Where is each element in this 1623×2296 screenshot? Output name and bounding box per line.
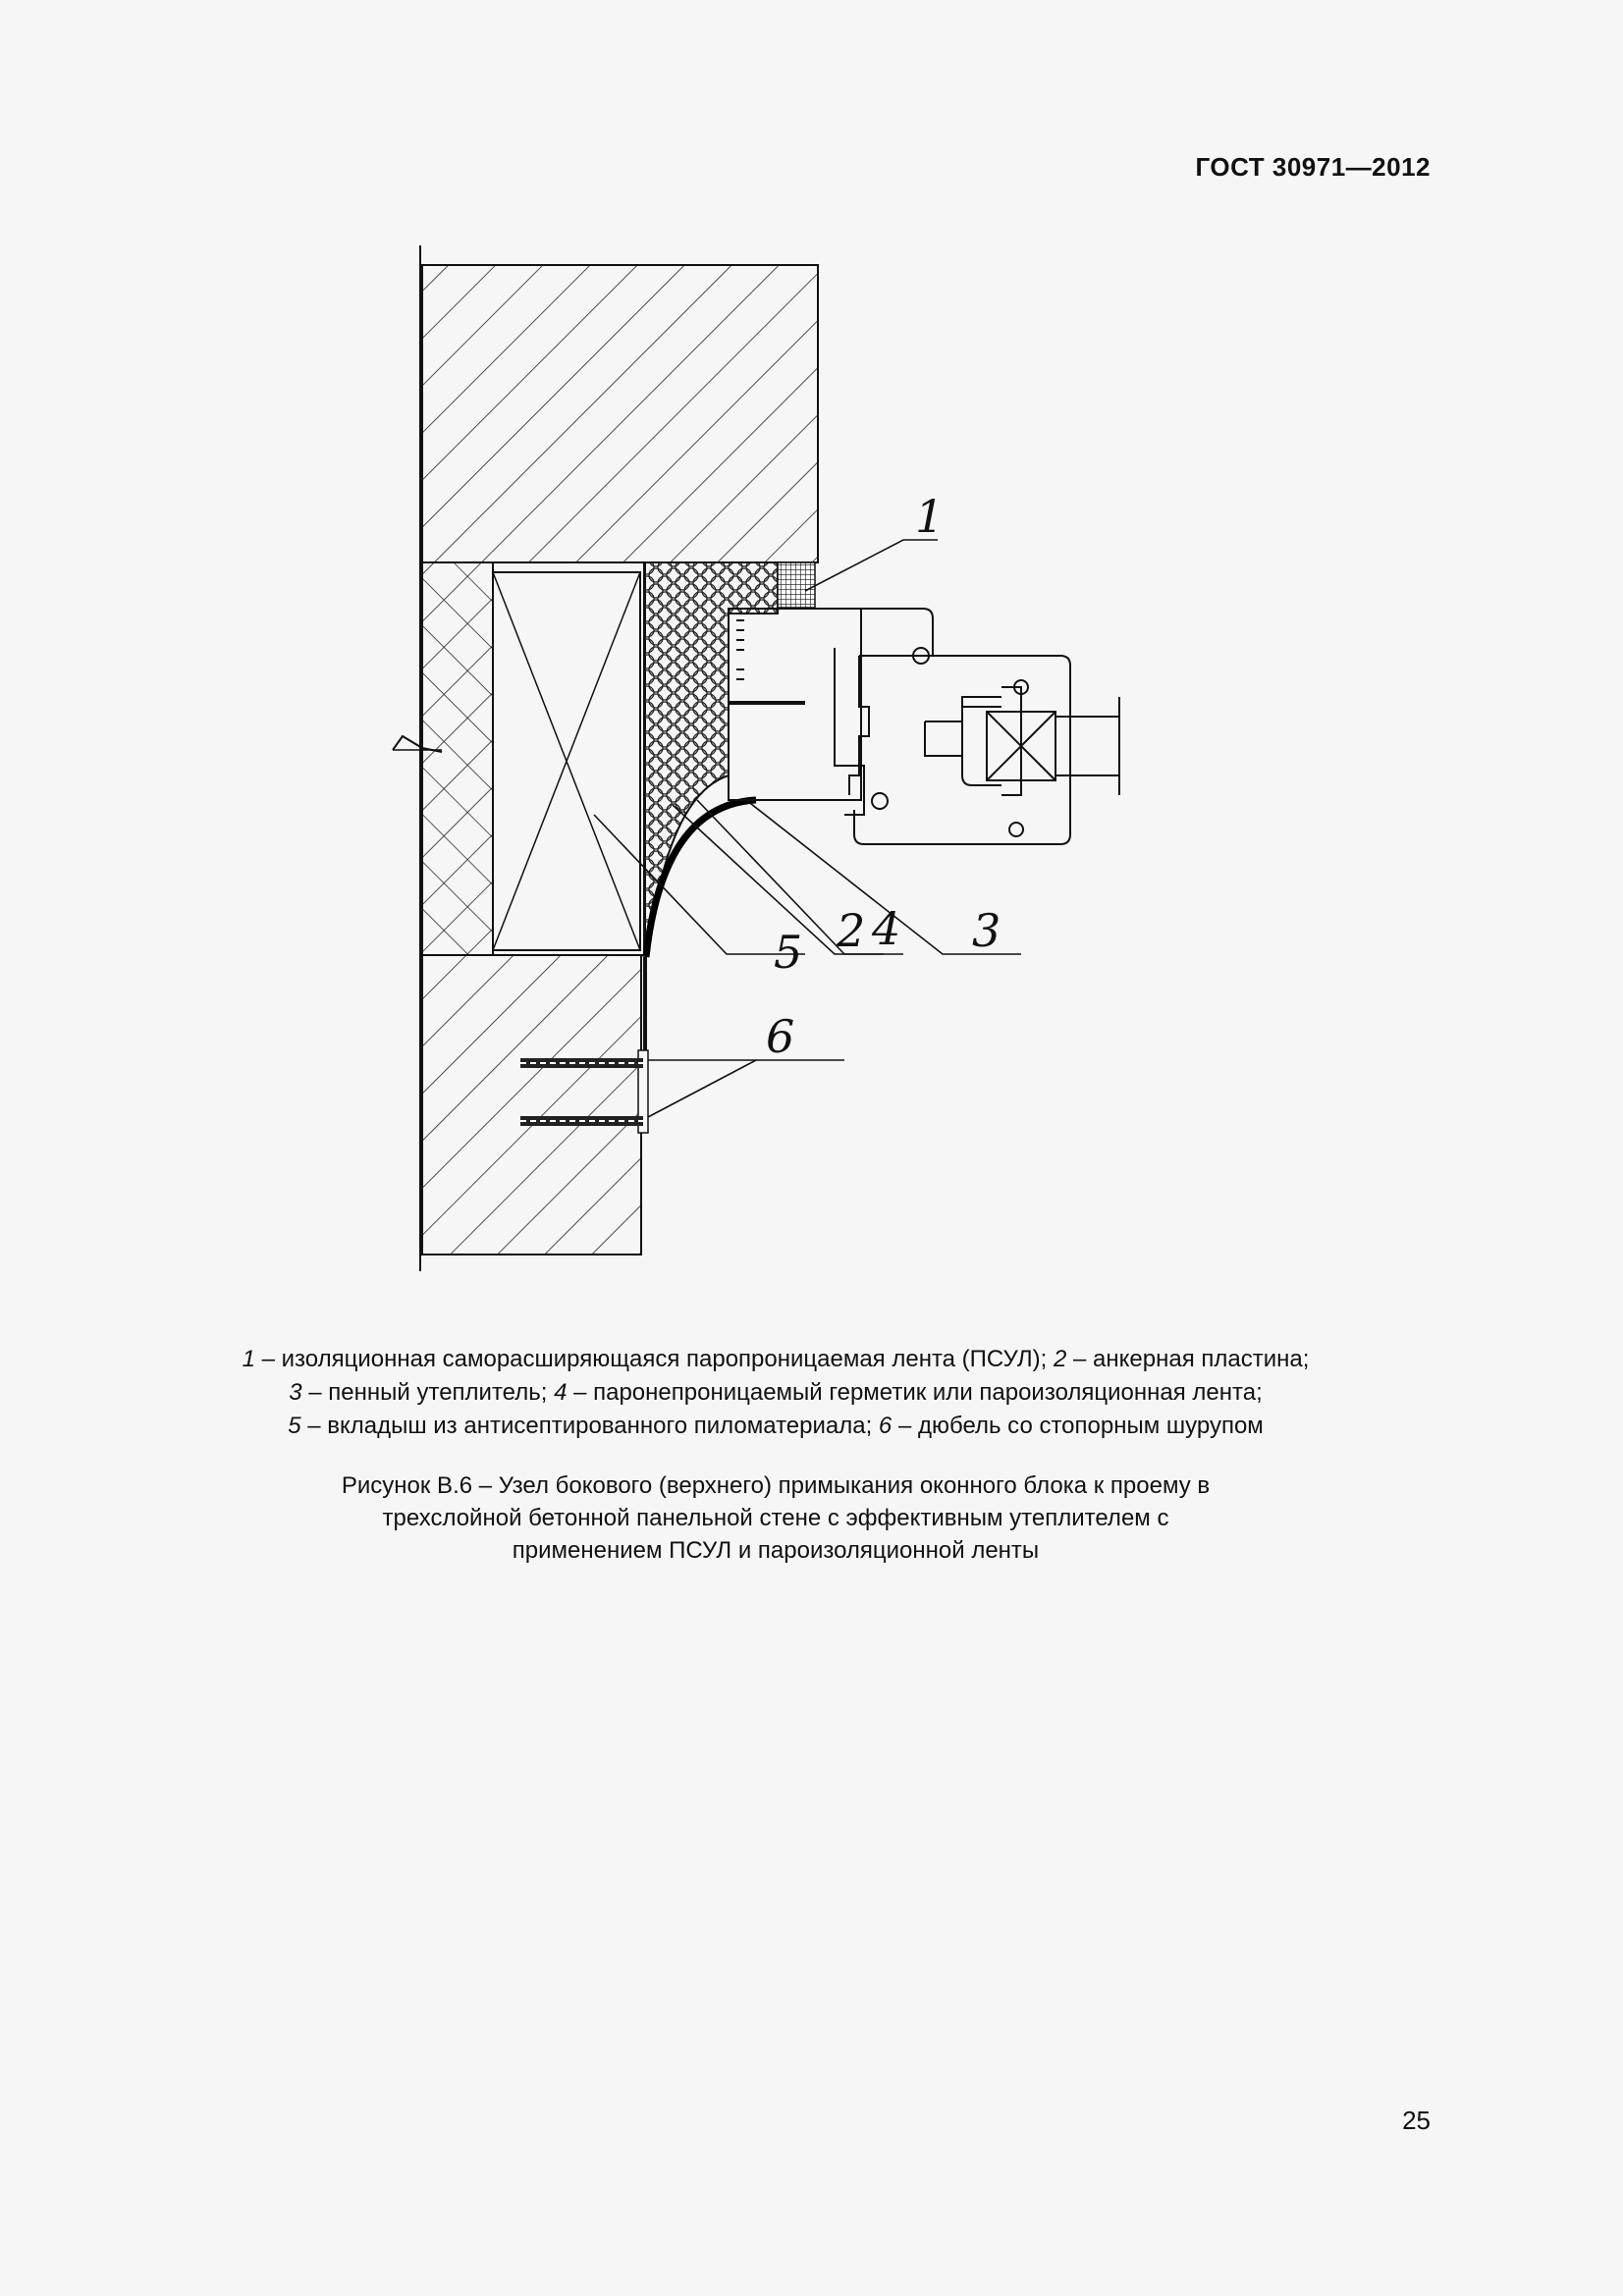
- legend-text: – пенный утеплитель;: [301, 1379, 555, 1406]
- window-frame: [729, 609, 1119, 844]
- callout-1: 1: [915, 490, 945, 543]
- psul-tape: [778, 562, 815, 608]
- legend-text: – вкладыш из антисептированного пиломатериала;: [300, 1413, 879, 1439]
- caption-line: применением ПСУЛ и пароизоляционной ленты: [512, 1537, 1040, 1564]
- legend-num: 3: [289, 1379, 302, 1406]
- callout-5: 5: [774, 926, 803, 979]
- legend-num: 4: [554, 1379, 568, 1406]
- legend-num: 6: [878, 1413, 893, 1439]
- document-header: ГОСТ 30971—2012: [1195, 152, 1431, 182]
- legend-text: – паронепроницаемый герметик или пароизоляционная лента;: [567, 1379, 1263, 1406]
- legend-num: 2: [1054, 1346, 1067, 1372]
- figure-legend: [98, 1343, 1453, 1443]
- technical-drawing: [373, 245, 1149, 1286]
- legend-line: [98, 1410, 1453, 1443]
- legend-text: – дюбель со стопорным шурупом: [892, 1413, 1264, 1439]
- page-number: 25: [1402, 2106, 1431, 2135]
- caption-line: Рисунок В.6 – Узел бокового (верхнего) примыкания оконного блока к проему в: [341, 1472, 1211, 1499]
- callout-2: 2: [837, 904, 866, 957]
- legend-line: [98, 1376, 1453, 1410]
- callout-6: 6: [766, 1010, 795, 1063]
- callout-4: 4: [872, 902, 901, 955]
- figure-caption: [147, 1469, 1404, 1567]
- lower-concrete-layer: [422, 955, 641, 1255]
- legend-text: – изоляционная саморасширяющаяся паропроницаемая лента (ПСУЛ);: [254, 1346, 1054, 1372]
- foam-insulation: [644, 562, 778, 952]
- legend-num: 5: [288, 1413, 301, 1439]
- wooden-insert: [493, 572, 640, 950]
- callout-3: 3: [972, 904, 1001, 957]
- upper-concrete-layer: [422, 265, 818, 562]
- legend-num: 1: [242, 1346, 255, 1372]
- caption-line: трехслойной бетонной панельной стене с эффективным утеплителем с: [382, 1505, 1169, 1531]
- legend-text: – анкерная пластина;: [1066, 1346, 1310, 1372]
- legend-line: [98, 1343, 1453, 1376]
